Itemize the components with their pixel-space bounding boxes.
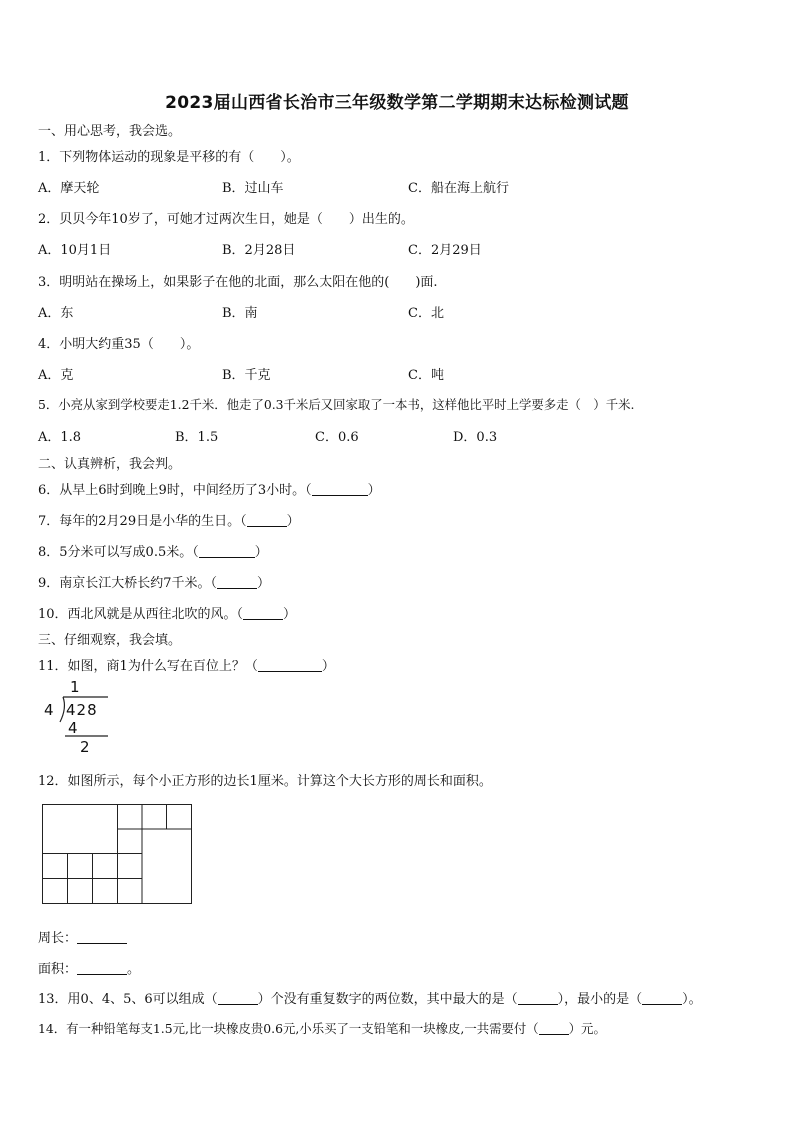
answer-blank-8[interactable] <box>199 545 255 558</box>
question-6 <box>38 479 381 498</box>
rectangle-grid-figure <box>42 804 194 906</box>
question-8-end: ） <box>254 545 268 560</box>
q2-option-a[interactable]: A．10月1日 <box>38 243 112 258</box>
perimeter-blank[interactable] <box>77 931 127 944</box>
question-1: 1．下列物体运动的现象是平移的有（ ）。 <box>38 150 300 165</box>
question-13 <box>38 988 702 1007</box>
question-2: 2．贝贝今年10岁了，可她才过两次生日，她是（ ）出生的。 <box>38 212 414 227</box>
answer-blank-6[interactable] <box>312 483 368 496</box>
grid-block-top-left <box>43 805 118 854</box>
q1-option-c[interactable]: C．船在海上航行 <box>408 181 509 196</box>
area-end: 。 <box>127 962 141 977</box>
section-heading-1: 一、用心思考，我会选。 <box>38 124 182 139</box>
q3-option-a[interactable]: A．东 <box>38 306 74 321</box>
question-6-end: ） <box>367 483 381 498</box>
area-blank[interactable] <box>77 962 127 975</box>
q3-option-b[interactable]: B．南 <box>222 306 258 321</box>
answer-blank-13b[interactable] <box>518 992 558 1005</box>
grid-cell <box>68 879 93 904</box>
long-division-figure <box>36 678 126 754</box>
question-11-end: ） <box>321 659 335 674</box>
question-11 <box>38 655 335 674</box>
question-7-text: 7．每年的2月29日是小华的生日。（ <box>38 514 247 529</box>
grid-cell <box>93 854 118 879</box>
area-line <box>38 958 140 977</box>
question-13-text-1: 13．用0、4、5、6可以组成（ <box>38 992 218 1007</box>
question-10-end: ） <box>283 607 297 622</box>
answer-blank-11[interactable] <box>258 659 322 672</box>
question-10-text: 10．西北风就是从西往北吹的风。（ <box>38 607 244 622</box>
section-heading-2: 二、认真辨析，我会判。 <box>38 457 182 472</box>
page-title: 2023届山西省长治市三年级数学第二学期期末达标检测试题 <box>165 93 629 113</box>
question-10 <box>38 603 296 622</box>
grid-cell <box>142 805 167 830</box>
q1-option-a[interactable]: A．摩天轮 <box>38 181 100 196</box>
question-13-text-2: ）个没有重复数字的两位数，其中最大的是（ <box>257 992 518 1007</box>
division-dividend: 428 <box>66 701 98 719</box>
question-14 <box>38 1019 606 1037</box>
division-bracket <box>36 678 126 754</box>
grid-block-right <box>142 829 192 904</box>
grid-cell <box>68 854 93 879</box>
answer-blank-14[interactable] <box>539 1022 569 1035</box>
question-9-text: 9．南京长江大桥长约7千米。（ <box>38 576 218 591</box>
perimeter-line <box>38 927 127 946</box>
grid-cell <box>118 805 143 830</box>
question-13-text-4: ）。 <box>682 992 702 1007</box>
question-9-end: ） <box>257 576 271 591</box>
grid-cell <box>43 854 68 879</box>
section-heading-3: 三、仔细观察，我会填。 <box>38 633 182 648</box>
area-label: 面积： <box>38 962 78 977</box>
question-14-text-2: ）元。 <box>568 1021 606 1036</box>
question-9 <box>38 572 270 591</box>
division-divisor: 4 <box>44 701 54 719</box>
q4-option-b[interactable]: B．千克 <box>222 368 271 383</box>
answer-blank-7[interactable] <box>247 514 287 527</box>
question-14-text-1: 14．有一种铅笔每支1.5元,比一块橡皮贵0.6元,小乐买了一支铅笔和一块橡皮,一共需要付（ <box>38 1021 539 1036</box>
perimeter-label: 周长： <box>38 931 78 946</box>
q4-option-a[interactable]: A．克 <box>38 368 74 383</box>
grid-cell <box>93 879 118 904</box>
question-8-text: 8．5分米可以写成0.5米。（ <box>38 545 199 560</box>
answer-blank-10[interactable] <box>243 607 283 620</box>
answer-blank-13a[interactable] <box>218 992 258 1005</box>
question-13-text-3: ），最小的是（ <box>557 992 643 1007</box>
grid-cell <box>43 879 68 904</box>
q3-option-c[interactable]: C．北 <box>408 306 444 321</box>
q5-option-d[interactable]: D．0.3 <box>453 430 498 445</box>
question-4: 4．小明大约重35（ ）。 <box>38 337 200 352</box>
question-12: 12．如图所示，每个小正方形的边长1厘米。计算这个大长方形的周长和面积。 <box>38 774 492 789</box>
division-remainder: 2 <box>80 738 90 756</box>
question-6-text: 6．从早上6时到晚上9时，中间经历了3小时。（ <box>38 483 312 498</box>
grid-cell <box>118 854 143 879</box>
q4-option-c[interactable]: C．吨 <box>408 368 444 383</box>
division-quotient: 1 <box>70 678 80 696</box>
question-7 <box>38 510 300 529</box>
answer-blank-9[interactable] <box>217 576 257 589</box>
division-product: 4 <box>68 719 78 737</box>
answer-blank-13c[interactable] <box>642 992 682 1005</box>
grid-cell <box>167 805 192 830</box>
question-5: 5．小亮从家到学校要走1.2千米．他走了0.3千米后又回家取了一本书，这样他比平时上学要多走（ ）千米. <box>38 397 635 412</box>
q5-option-a[interactable]: A．1.8 <box>38 430 82 445</box>
question-7-end: ） <box>286 514 300 529</box>
question-11-text: 11．如图，商1为什么写在百位上？（ <box>38 659 258 674</box>
question-8 <box>38 541 268 560</box>
grid-cell <box>118 879 143 904</box>
question-3: 3．明明站在操场上，如果影子在他的北面，那么太阳在他的( )面. <box>38 275 438 290</box>
q2-option-c[interactable]: C．2月29日 <box>408 243 482 258</box>
q1-option-b[interactable]: B．过山车 <box>222 181 284 196</box>
grid-cell <box>118 829 143 854</box>
q5-option-b[interactable]: B．1.5 <box>175 430 219 445</box>
q5-option-c[interactable]: C．0.6 <box>315 430 359 445</box>
q2-option-b[interactable]: B．2月28日 <box>222 243 296 258</box>
